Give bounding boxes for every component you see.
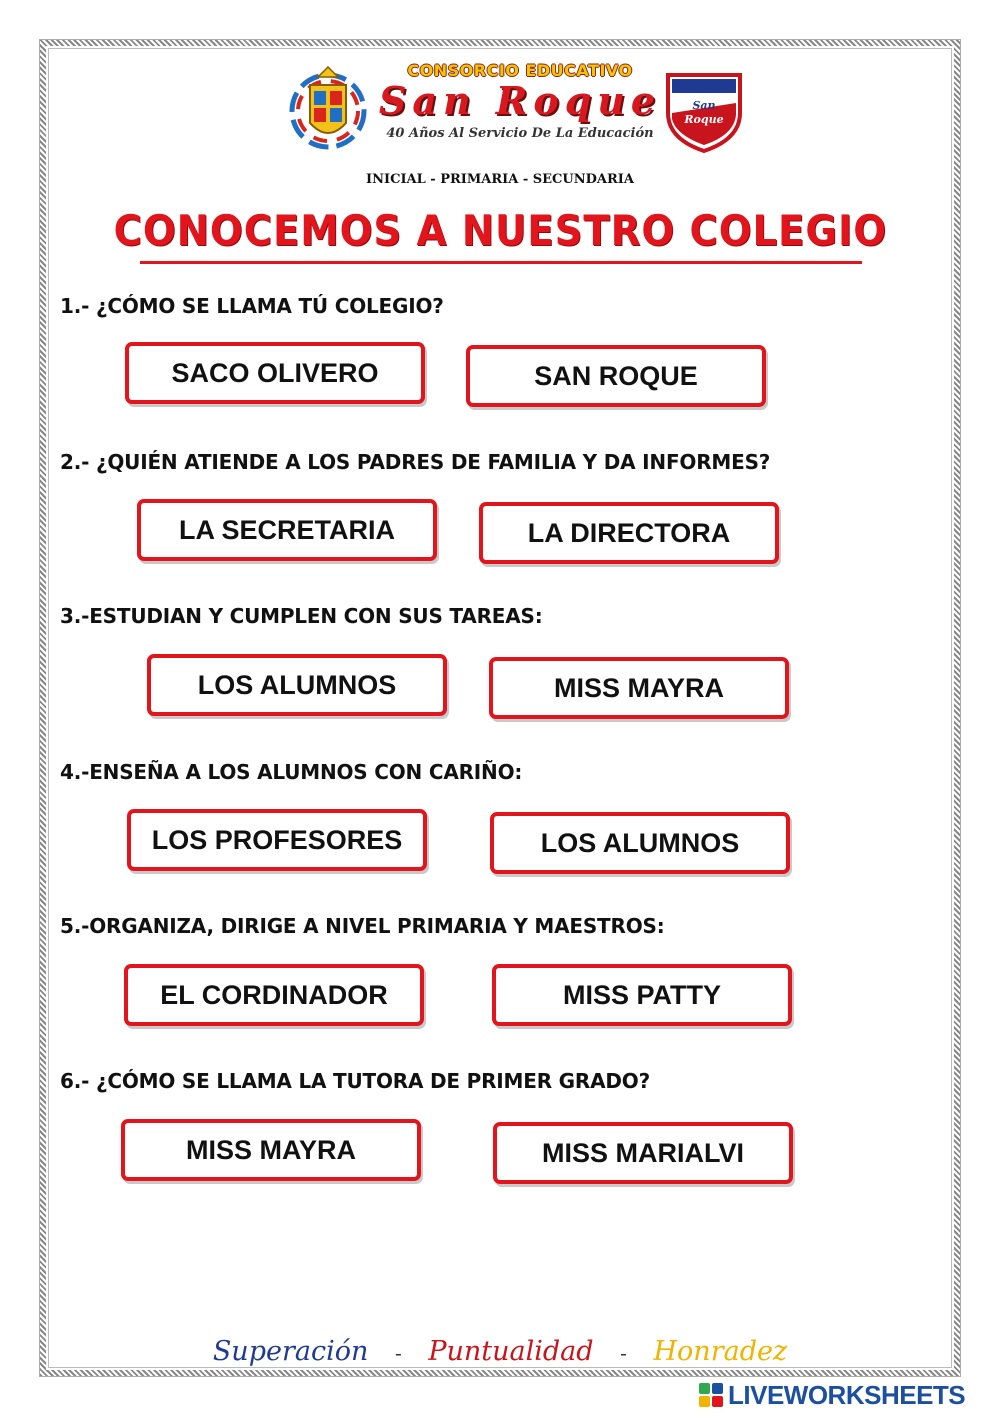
footer-separator: - [620,1341,627,1365]
school-brand [372,61,668,141]
answer-option[interactable]: LOS PROFESORES [127,809,427,871]
footer-separator: - [394,1341,402,1365]
answer-option[interactable]: SACO OLIVERO [125,342,425,404]
answer-option[interactable]: LA SECRETARIA [137,499,437,561]
answer-option[interactable]: MISS MARIALVI [493,1122,793,1184]
footer-value-puntualidad: Puntualidad [428,1336,594,1367]
brand-tagline: 40 Años Al Servicio De La Educación [386,126,654,141]
answer-option[interactable]: LOS ALUMNOS [490,812,790,874]
answer-option[interactable]: MISS MAYRA [121,1119,421,1181]
question-3: 3.-ESTUDIAN Y CUMPLEN CON SUS TAREAS: [60,604,543,628]
answer-option[interactable]: SAN ROQUE [466,345,766,407]
question-5: 5.-ORGANIZA, DIRIGE A NIVEL PRIMARIA Y MAESTROS: [60,914,665,938]
school-emblem-icon [288,63,368,158]
answer-option[interactable]: LA DIRECTORA [479,502,779,564]
svg-text:Roque: Roque [684,113,724,126]
liveworksheets-logo-icon [698,1382,724,1408]
page-title-text: CONOCEMOS A NUESTRO COLEGIO [113,206,887,255]
liveworksheets-watermark[interactable] [698,1378,965,1412]
header [0,55,1000,165]
answer-option[interactable]: MISS MAYRA [489,657,789,719]
answer-option[interactable]: MISS PATTY [492,964,792,1026]
footer-values [0,1336,1000,1367]
school-shield-icon [664,69,744,153]
title-underline [140,261,862,264]
question-4: 4.-ENSEÑA A LOS ALUMNOS CON CARIÑO: [60,760,523,784]
question-1: 1.- ¿CÓMO SE LLAMA TÚ COLEGIO? [60,294,444,318]
svg-text:San: San [692,99,716,112]
question-2: 2.- ¿QUIÉN ATIENDE A LOS PADRES DE FAMILIA Y DA INFORMES? [60,450,771,474]
answer-option[interactable]: EL CORDINADOR [124,964,424,1026]
footer-value-superacion: Superación [212,1336,369,1367]
brand-name: San Roque [378,78,662,123]
page-title [0,206,1000,255]
footer-value-honradez: Honradez [653,1336,788,1367]
watermark-text: LIVEWORKSHEETS [728,1379,966,1410]
school-levels: INICIAL - PRIMARIA - SECUNDARIA [366,172,634,187]
question-6: 6.- ¿CÓMO SE LLAMA LA TUTORA DE PRIMER GRADO? [60,1069,650,1093]
brand-top-text: CONSORCIO EDUCATIVO [407,61,633,80]
answer-option[interactable]: LOS ALUMNOS [147,654,447,716]
